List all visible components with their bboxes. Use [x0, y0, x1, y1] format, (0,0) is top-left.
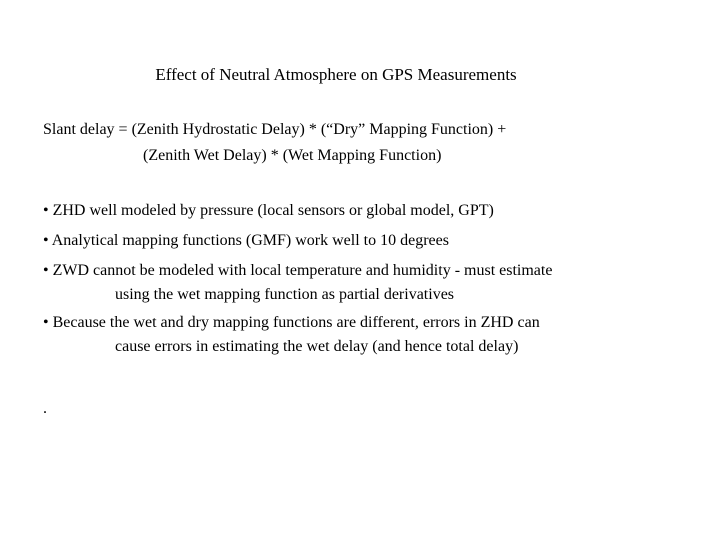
- bullet-item-zhd: [43, 198, 703, 224]
- bullet-item-errors: [43, 310, 703, 358]
- bullet-text: • ZWD cannot be modeled with local temperature and humidity - must estimate: [43, 262, 553, 279]
- bullet-text: • Analytical mapping functions (GMF) work well to 10 degrees: [43, 232, 449, 249]
- bullet-continuation: using the wet mapping function as partial derivatives: [115, 286, 455, 303]
- bullet-continuation: cause errors in estimating the wet delay (and hence total delay): [115, 338, 519, 355]
- bullet-text: • ZHD well modeled by pressure (local sensors or global model, GPT): [43, 202, 494, 219]
- slant-delay-formula: [43, 117, 506, 169]
- trailing-period: .: [43, 400, 47, 417]
- formula-line-2: (Zenith Wet Delay) * (Wet Mapping Function): [143, 147, 442, 164]
- bullet-text: • Because the wet and dry mapping functions are different, errors in ZHD can: [43, 314, 540, 331]
- bullet-list: [43, 198, 703, 362]
- bullet-item-zwd: [43, 258, 703, 306]
- bullet-item-mapping-functions: [43, 228, 703, 254]
- slide-title: Effect of Neutral Atmosphere on GPS Measurements: [155, 65, 517, 84]
- formula-line-1: Slant delay = (Zenith Hydrostatic Delay) * (“Dry” Mapping Function) +: [43, 121, 507, 138]
